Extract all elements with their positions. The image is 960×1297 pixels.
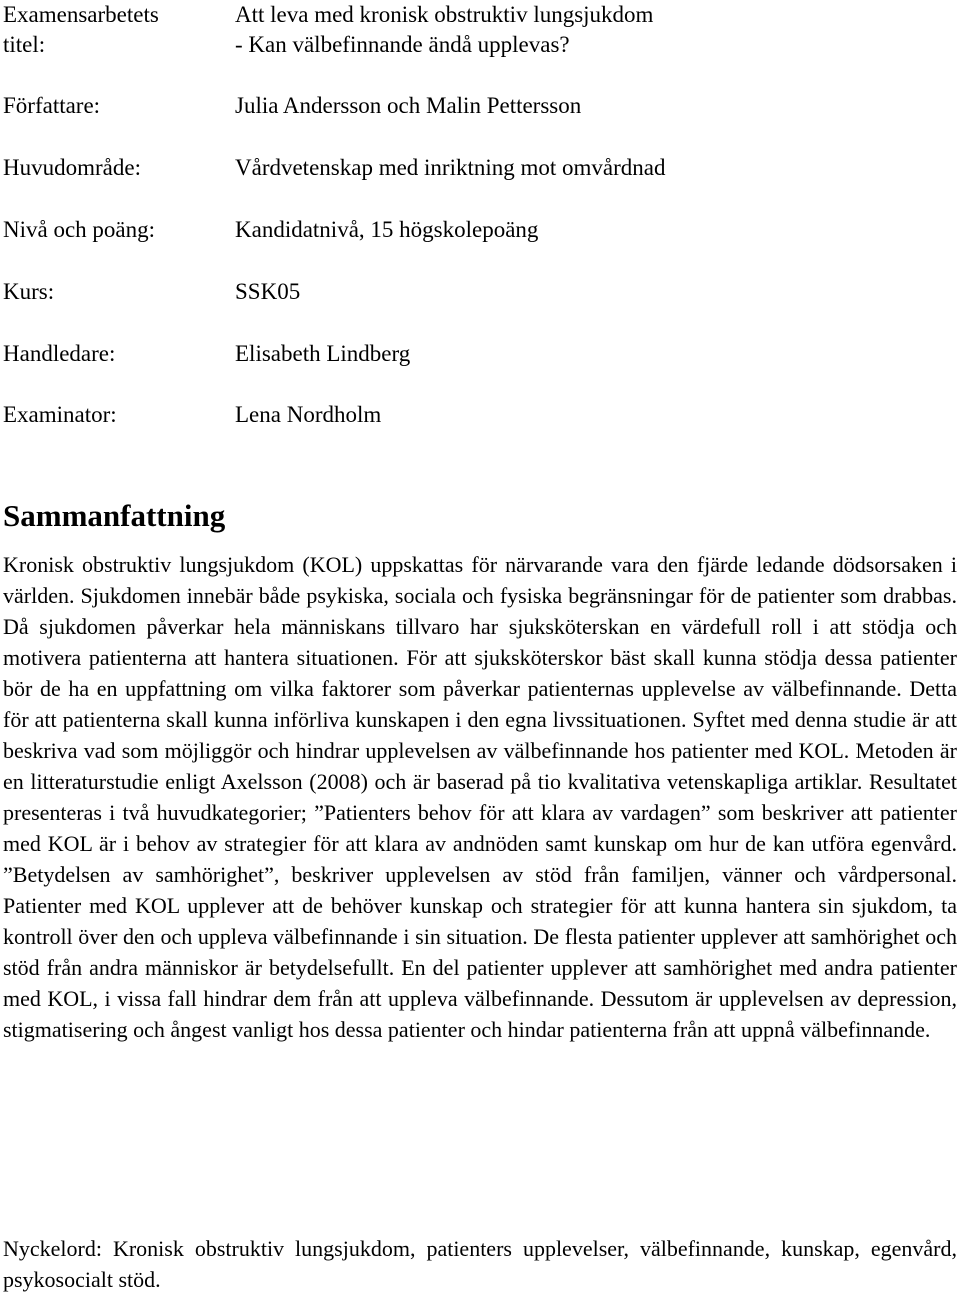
meta-row-supervisor — [3, 339, 953, 401]
meta-value-course: SSK05 — [235, 279, 301, 304]
summary-heading: Sammanfattning — [3, 498, 226, 533]
meta-row-level — [3, 215, 953, 277]
meta-value-authors: Julia Andersson och Malin Pettersson — [235, 93, 582, 118]
meta-value-supervisor: Elisabeth Lindberg — [235, 341, 411, 366]
meta-label-examiner: Examinator: — [3, 402, 117, 427]
meta-label-authors: Författare: — [3, 93, 101, 118]
meta-row-course — [3, 277, 953, 339]
meta-label-supervisor: Handledare: — [3, 341, 116, 366]
meta-label-main-area: Huvudområde: — [3, 155, 141, 180]
meta-row-examiner — [3, 400, 953, 462]
meta-label-course: Kurs: — [3, 279, 55, 304]
meta-value-examiner: Lena Nordholm — [235, 402, 382, 427]
meta-row-title — [3, 0, 953, 62]
summary-text: Kronisk obstruktiv lungsjukdom (KOL) uppskattas för närvarande vara den fjärde ledande dödsorsaken i världen. Sjukdomen innebär både psykiska, sociala och fysiska begränsningar för de patienter som drabbas. Då sjukdomen påverkar hela människans tillvaro har sjuksköterskan en värdefull roll i att stödja och motivera patienterna att hantera situationen. För att sjuksköterskor bäst skall kunna stödja dessa patienter bör de ha en uppfattning om vilka faktorer som påverkar patienternas upplevelse av välbefinnande. Detta för att patienterna skall kunna införliva kunskapen i den egna livssituationen. Syftet med denna studie är att beskriva vad som möjliggör och hindrar upplevelsen av välbefinnande hos patienter med KOL. Metoden är en litteraturstudie enligt Axelsson (2008) och är baserad på tio kvalitativa vetenskapliga artiklar. Resultatet presenteras i två huvudkategorier; ”Patienters behov för att klara av vardagen” som beskriver att patienter med KOL är i behov av strategier för att klara av andnöden samt kunskap om hur de kan utföra egenvård. ”Betydelsen av samhörighet”, beskriver upplevelsen av stöd från familjen, vänner och vårdpersonal. Patienter med KOL upplever att de behöver kunskap och strategier för att kunna hantera sin sjukdom, ta kontroll över den och uppleva välbefinnande i sin situation. De flesta patienter upplever att samhörighet och stöd från andra människor är betydelsefullt. En del patienter upplever att samhörighet med andra patienter med KOL, i vissa fall hindrar dem från att uppleva välbefinnande. Dessutom är upplevelsen av depression, stigmatisering och ångest vanligt hos dessa patienter och hindar patienterna från att uppnå välbefinnande. — [3, 552, 957, 1042]
meta-value-title: Att leva med kronisk obstruktiv lungsjukdom - Kan välbefinnande ändå upplevas? — [235, 2, 654, 57]
meta-value-main-area: Vårdvetenskap med inriktning mot omvårdnad — [235, 155, 666, 180]
meta-label-title: Examensarbetets titel: — [3, 2, 159, 57]
meta-row-authors — [3, 91, 953, 153]
meta-label-level: Nivå och poäng: — [3, 217, 156, 242]
meta-value-level: Kandidatnivå, 15 högskolepoäng — [235, 217, 539, 242]
meta-row-main-area — [3, 153, 953, 215]
keywords: Nyckelord: Kronisk obstruktiv lungsjukdom, patienters upplevelser, välbefinnande, kunskap, egenvård, psykosocialt stöd. — [3, 1236, 957, 1292]
